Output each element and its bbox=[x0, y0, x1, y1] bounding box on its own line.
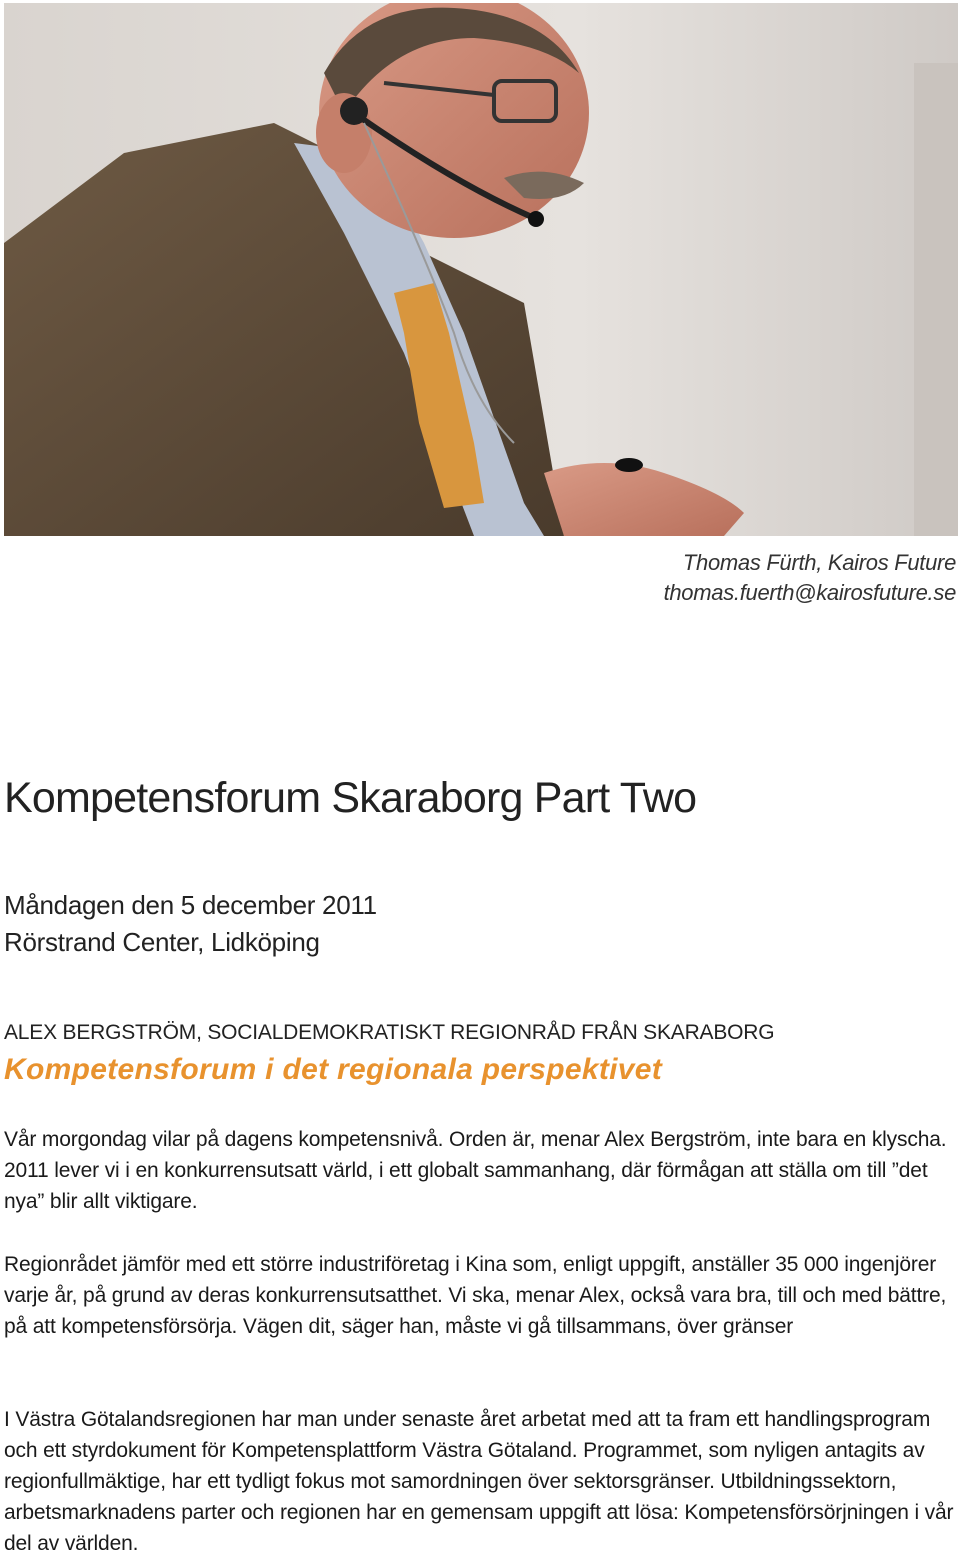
section-title: Kompetensforum i det regionala perspektivet bbox=[4, 1053, 663, 1086]
event-date: Måndagen den 5 december 2011 bbox=[4, 890, 377, 920]
caption-email: thomas.fuerth@kairosfuture.se bbox=[663, 580, 956, 605]
speaker-photo-icon bbox=[4, 3, 958, 536]
body-paragraph-2: Regionrådet jämför med ett större industriföretag i Kina som, enligt uppgift, anställer 35 000 ingenjörer varje år, på grund av deras konkurrensutsatthet. Vi ska, menar Alex, också vara bra, till och med bättre, på att kompetensförsörja. Vägen dit, säger han, måste vi gå tillsammans, över gränser bbox=[4, 1253, 947, 1338]
event-location: Rörstrand Center, Lidköping bbox=[4, 927, 320, 957]
caption-author: Thomas Fürth, Kairos Future bbox=[682, 550, 956, 575]
speaker-photo bbox=[4, 3, 958, 536]
speaker-line: ALEX BERGSTRÖM, SOCIALDEMOKRATISKT REGIONRÅD FRÅN SKARABORG bbox=[4, 1021, 775, 1044]
event-info bbox=[4, 887, 377, 961]
page-title: Kompetensforum Skaraborg Part Two bbox=[4, 774, 697, 822]
body-paragraph-3: I Västra Götalandsregionen har man under senaste året arbetat med att ta fram ett handlingsprogram och ett styrdokument för Kompetensplattform Västra Götaland. Programmet, som nyligen antagits av regionfullmäktige, har ett tydligt fokus mot samordningen över sektorsgränser. Utbildningssektorn, arbetsmarknadens parter och regionen har en gemensam uppgift att lösa: Kompetensförsörjningen i vår del av världen. bbox=[4, 1408, 954, 1555]
photo-caption bbox=[664, 548, 956, 608]
body-paragraph-1: Vår morgondag vilar på dagens kompetensnivå. Orden är, menar Alex Bergström, inte bara en klyscha. 2011 lever vi i en konkurrensutsatt värld, i ett globalt sammanhang, där förmågan att ställa om till ”det nya” blir allt viktigare. bbox=[4, 1128, 947, 1213]
